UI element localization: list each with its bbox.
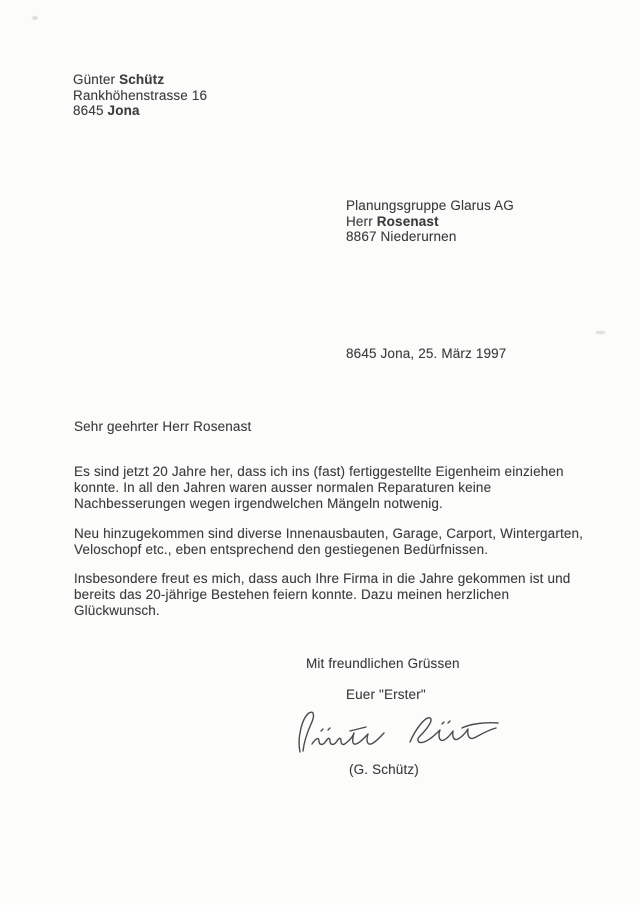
paragraph [74, 464, 564, 512]
sender-address-block [73, 72, 207, 119]
paragraph-line: Nachbesserungen wegen irgendwelchen Mängeln notwenig. [74, 496, 443, 511]
salutation: Sehr geehrter Herr Rosenast [74, 419, 252, 434]
recipient-title: Herr [346, 213, 377, 229]
scan-artifact [596, 331, 605, 334]
recipient-company-line: Planungsgruppe Glarus AG [346, 198, 514, 213]
signoff-phrase: Euer "Erster" [346, 687, 426, 702]
sender-city-line [73, 103, 207, 119]
signature-drawing [288, 706, 503, 758]
sender-street-line: Rankhöhenstrasse 16 [73, 87, 208, 103]
typed-name: (G. Schütz) [349, 762, 419, 777]
paragraph-line: Veloschopf etc., eben entsprechend den gestiegenen Bedürfnissen. [74, 542, 489, 557]
date-line: 8645 Jona, 25. März 1997 [346, 346, 507, 361]
paragraph [74, 571, 570, 619]
recipient-city-line: 8867 Niederurnen [346, 229, 457, 244]
paragraph-line: Insbesondere freut es mich, dass auch Ihre Firma in die Jahre gekommen ist und [74, 571, 571, 586]
paragraph-line: Neu hinzugekommen sind diverse Innenausbauten, Garage, Carport, Wintergarten, [74, 526, 584, 541]
sender-last-name: Schütz [119, 72, 165, 87]
sender-name-line [73, 72, 207, 88]
sender-first-name: Günter [73, 72, 120, 87]
paragraph-line: konnte. In all den Jahren waren ausser normalen Reparaturen keine [74, 480, 492, 495]
recipient-contact-line [346, 214, 514, 230]
paragraph-line: bereits das 20-jährige Bestehen feiern konnte. Dazu meinen herzlichen [74, 587, 510, 602]
recipient-address-block [346, 198, 514, 245]
sender-city: Jona [107, 103, 140, 118]
sender-zip: 8645 [73, 103, 108, 118]
recipient-name: Rosenast [376, 213, 439, 229]
paragraph-line: Glückwunsch. [74, 603, 160, 618]
closing-phrase: Mit freundlichen Grüssen [306, 656, 460, 671]
paragraph-line: Es sind jetzt 20 Jahre her, dass ich ins (fast) fertiggestellte Eigenheim einziehen [74, 464, 564, 479]
paragraph [74, 526, 583, 558]
handwritten-signature [288, 706, 503, 761]
scan-artifact [32, 16, 38, 20]
